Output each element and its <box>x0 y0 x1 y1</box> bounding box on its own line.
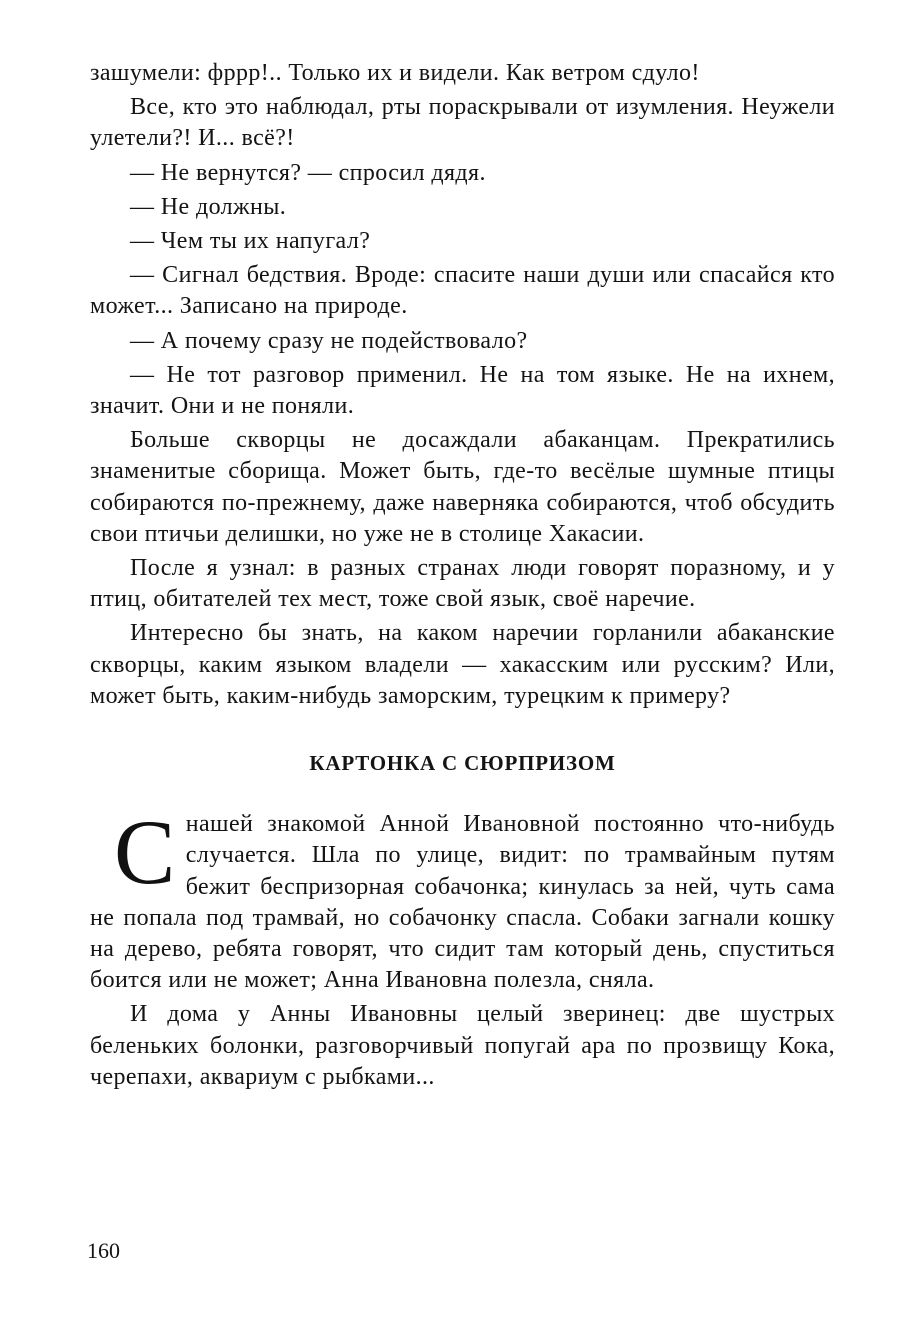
dialogue-line-6: — Не тот разговор применил. Не на том языке. Не на ихнем, значит. Они и не поняли. <box>90 361 835 420</box>
paragraph-2: Все, кто это наблюдал, рты пораскрывали от изумления. Неужели улетели?! И... всё?! <box>90 94 835 152</box>
dialogue-line-2: — Не должны. <box>130 193 287 220</box>
section-first-paragraph-text: нашей знакомой Анной Ивановной постоянно что-нибудь случается. Шла по улице, видит: по трамвайным путям бежит беспризорная собачонка; кинулась за ней, чуть сама не попала под трамвай, но собачонку спасла. Собаки загнали кошку на дерево, ребята говорят, что сидит там который день, спуститься боится или не может; Анна Ивановна полезла, сняла. <box>90 811 835 994</box>
drop-cap: С <box>114 801 176 904</box>
page-number: 160 <box>87 1238 120 1263</box>
dialogue-line-5: — А почему сразу не подействовало? <box>130 327 528 354</box>
paragraph-1: зашумели: фррр!.. Только их и видели. Как ветром сдуло! <box>90 60 700 86</box>
dialogue-line-1: — Не вернутся? — спросил дядя. <box>130 159 486 186</box>
section-second-paragraph: И дома у Анны Ивановны целый зверинец: две шустрых беленьких болонки, разговорчивый попугай ара по прозвищу Кока, черепахи, аквариум с рыбками... <box>90 1001 835 1090</box>
paragraph-starlings: Больше скворцы не досаждали абаканцам. Прекратились знаменитые сборища. Может быть, где-то весёлые шумные птицы собираются по-прежнему, даже наверняка собираются, чтоб обсудить свои птичьи делишки, но уже не в столице Хакасии. <box>90 427 835 547</box>
paragraph-dialect: Интересно бы знать, на каком наречии горланили абаканские скворцы, каким языком владели — хакасским или русским? Или, может быть, каким-нибудь заморским, турецким к примеру? <box>90 620 835 709</box>
page-body <box>90 58 835 1093</box>
section-heading: КАРТОНКА С СЮРПРИЗОМ <box>309 751 616 776</box>
section-first-paragraph <box>90 801 835 996</box>
paragraph-languages: После я узнал: в разных странах люди говорят поразному, и у птиц, обитателей тех мест, тоже свой язык, своё наречие. <box>90 555 835 613</box>
dialogue-line-4: — Сигнал бедствия. Вроде: спасите наши души или спасайся кто может... Записано на природе. <box>90 262 835 320</box>
dialogue-line-3: — Чем ты их напугал? <box>130 228 371 255</box>
